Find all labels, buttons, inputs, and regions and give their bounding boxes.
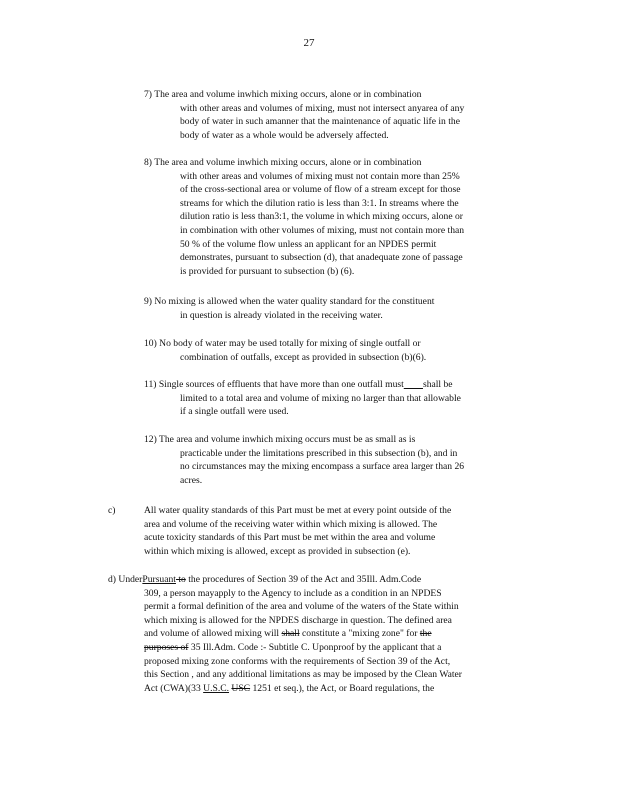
item-11-line: if a single outfall were used. — [180, 406, 289, 418]
para-d-line — [108, 641, 462, 655]
item-10-line: combination of outfalls, except as provided in subsection (b)(6). — [180, 351, 427, 363]
item-12-line: acres. — [180, 474, 203, 486]
item-9-line: 9) No mixing is allowed when the water quality standard for the constituent — [144, 296, 435, 307]
para-d-line: proposed mixing zone conforms with the requirements of Section 39 of the Act, — [144, 655, 451, 667]
para-d-text: Act (CWA)(33 — [144, 682, 204, 694]
item-8-line: 8) The area and volume inwhich mixing occurs, alone or in combination — [144, 157, 422, 168]
para-d-line: this Section , and any additional limitations as may be imposed by the Clean Water — [144, 669, 462, 681]
item-9 — [144, 295, 434, 322]
para-c — [144, 504, 451, 558]
item-8-line: in combination with other volumes of mixing, must not contain more than — [180, 224, 465, 236]
item-7-line: 7) The area and volume inwhich mixing occurs, alone or in combination — [144, 89, 422, 100]
para-d-line: which mixing is allowed for the NPDES discharge in question. The defined area — [144, 614, 452, 626]
para-c-line: within which mixing is allowed, except as provided in subsection (e). — [144, 545, 411, 557]
deleted-text: purposes of — [144, 641, 189, 653]
item-8 — [144, 156, 464, 278]
item-8-line: streams for which the dilution ratio is less than 3:1. In streams where the — [180, 197, 459, 209]
para-d — [108, 573, 462, 695]
para-c-line: All water quality standards of this Part must be met at every point outside of the — [144, 505, 452, 516]
para-d-text: constitute a "mixing zone" for — [299, 628, 420, 640]
item-12 — [144, 433, 464, 487]
para-d-text: the procedures of Section 39 of the Act and 35Ill. Adm.Code — [185, 574, 422, 585]
para-c-line: acute toxicity standards of this Part must be met within the area and volume — [144, 532, 436, 544]
item-7-line: with other areas and volumes of mixing, must not intersect anyarea of any — [180, 102, 465, 114]
item-10-line: 10) No body of water may be used totally for mixing of single outfall or — [144, 338, 421, 349]
item-11-text: shall be — [422, 379, 453, 390]
item-8-line: of the cross-sectional area or volume of flow of a stream except for those — [180, 184, 461, 196]
item-7-line: body of water as a whole would be adversely affected. — [180, 129, 389, 141]
item-8-line: with other areas and volumes of mixing must not contain more than 25% — [180, 170, 460, 182]
para-d-text: 1251 et seq.), the Act, or Board regulations, the — [250, 682, 435, 694]
item-8-line: demonstrates, pursuant to subsection (d), that anadequate zone of passage — [180, 252, 463, 264]
item-11-line: limited to a total area and volume of mixing no larger than that allowable — [180, 392, 461, 404]
para-d-line — [108, 682, 462, 696]
item-12-line: 12) The area and volume inwhich mixing occurs must be as small as is — [144, 434, 416, 445]
para-d-text: 35 Ill.Adm. Code :- Subtitle C. Uponproof by the applicant that a — [188, 641, 442, 653]
page-number: 27 — [303, 37, 315, 49]
item-8-line: dilution ratio is less than3:1, the volume in which mixing occurs, alone or — [180, 211, 463, 223]
deleted-text: USC — [231, 682, 251, 694]
deleted-text: the — [419, 628, 432, 640]
para-c-label: c) — [108, 505, 116, 516]
item-9-line: in question is already violated in the receiving water. — [180, 309, 383, 321]
item-7 — [144, 88, 464, 142]
deleted-text: to — [175, 574, 186, 585]
item-8-line: is provided for pursuant to subsection (b) (6). — [180, 265, 355, 277]
para-d-line — [108, 627, 462, 641]
para-d-text: d) Under — [108, 574, 143, 585]
item-8-line: 50 % of the volume flow unless an applicant for an NPDES permit — [180, 238, 437, 250]
para-d-line: 309, a person mayapply to the Agency to include as a condition in an NPDES — [144, 587, 442, 599]
inserted-text: Pursuant — [142, 574, 176, 585]
inserted-text: U.S.C. — [203, 682, 230, 694]
item-11 — [144, 378, 461, 419]
deleted-text: shall — [281, 628, 300, 640]
para-c-line: area and volume of the receiving water within which mixing is allowed. The — [144, 518, 438, 530]
item-11-line — [144, 378, 461, 392]
para-d-line — [108, 573, 462, 587]
item-11-text: 11) Single sources of effluents that have more than one outfall must — [144, 379, 404, 390]
item-12-line: practicable under the limitations prescribed in this subsection (b), and in — [180, 447, 458, 459]
para-d-text: and volume of allowed mixing will — [144, 628, 282, 640]
item-7-line: body of water in such amanner that the maintenance of aquatic life in the — [180, 116, 460, 128]
item-10 — [144, 337, 426, 364]
para-d-line: permit a formal definition of the area and volume of the waters of the State within — [144, 601, 459, 613]
item-12-line: no circumstances may the mixing encompass a surface area larger than 26 — [180, 461, 465, 473]
inserted-blank: ​ — [403, 379, 423, 390]
